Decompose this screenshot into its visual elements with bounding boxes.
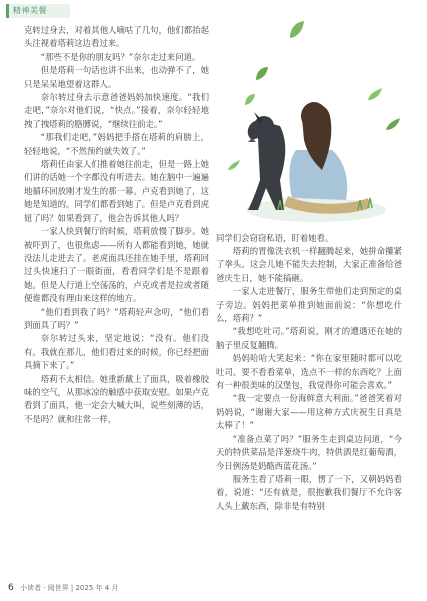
leaf-icon <box>288 20 306 40</box>
paragraph: 奈尔转过身去示意爸爸妈妈加快速度。“我们走吧，”奈尔对他们说，“快点。”接着，奈尔轻轻地拽了拽塔莉的胳膊说，“继续往前走。” <box>24 92 209 129</box>
paragraph: “我想吃吐司。”塔莉说，刚才的遭遇还在她的脑子里反复翻腾。 <box>216 326 402 350</box>
article-right-column-top <box>216 232 402 246</box>
paragraph: “准备点菜了吗？”服务生走到桌边问道，“今天的特供菜品是洋葱烧牛肉，特供酒是红葡萄酒，今日例汤是奶酪西蓝花汤。” <box>216 433 402 471</box>
paragraph: 奈尔转过头来，坚定地说：“没有。他们没有。我就在那儿，他们看过来的时候，你已经把面具摘下来了。” <box>24 333 209 371</box>
page-number: 6 <box>8 583 14 593</box>
paragraph: 服务生看了塔莉一眼，愣了一下，又朝妈妈看着，说道：“还有就是，很抱歉我们餐厅不允许客人头上戴东西，除非是有特别 <box>216 473 402 511</box>
paragraph: 但是塔莉一句话也讲不出来，也动弹不了，她只是呆呆地望着这群人。 <box>24 65 209 89</box>
girl-and-dog-illustration <box>218 60 414 228</box>
page-footer <box>8 583 118 593</box>
article-right-column <box>216 245 402 567</box>
paragraph: “我一定要点一份海鲜意大利面。”爸爸笑着对妈妈说，“谢谢大家——用这种方式庆祝生日真是太棒了！” <box>216 393 402 431</box>
paragraph: 塔莉任由家人们推着她往前走，但是一路上她们讲的话她一个字都没有听进去。她在脑中一遍遍地循环回放刚才发生的那一幕。卢克看到她了，这她是知道的。同学们都看到她了。但是卢克看到虎妞了吗？如果看到了，他会告诉其他人吗？ <box>24 159 209 223</box>
paragraph: 同学们会窃窃私语，盯着她看。 <box>216 233 334 243</box>
section-tag: 精神美餐 <box>6 4 70 18</box>
paragraph: 塔莉的胃像洗衣机一样翻腾起来，她拼命攥紧了拳头。这会儿她不能失去控制，大家正准备给爸爸庆生日，她不能搞砸。 <box>216 246 402 283</box>
article-left-column <box>24 24 209 569</box>
paragraph: “那些不是你的朋友吗？”奈尔走过来问道。 <box>40 51 201 62</box>
paragraph: 一家人快到餐厅的时候，塔莉放慢了脚步。她被吓到了，也很焦虑——所有人都能看到她，她就没法儿走进去了。老虎面具还挂在她手里，塔莉回过头快速扫了一眼街面，看看同学们是不是跟着她。但是人行道上空荡荡的，卢克或者是拉或者随便谁都没有理由来这样的地方。 <box>24 226 209 304</box>
paragraph: 妈妈哈哈大笑起来：“你在家里随时都可以吃吐司。要不看看菜单，选点不一样的东西吃？上面有一种很美味的汉堡包，我觉得你可能会喜欢。” <box>216 353 402 391</box>
magazine-issue: 小读者 · 阅世界 | 2025 年 4 月 <box>19 584 119 592</box>
paragraph: 塔莉不太相信。她重新戴上了面具，吸着橡胶味的空气，从那冰凉的触感中获取安慰。如果卢克看到了面具，他一定会大喊大叫，说些刻薄的话，不是吗？就和往常一样， <box>24 373 209 424</box>
paragraph: 克转过身去，对着其他人嘀咕了几句，他们都抬起头注视着塔莉这边看过来。 <box>24 25 209 49</box>
paragraph: 一家人走进餐厅，服务生带他们走到预定的桌子旁边。妈妈把菜单推到她面前说：“你想吃什么，塔莉？” <box>216 286 402 324</box>
paragraph: “他们看到我了吗？”塔莉轻声念叨，“他们看到面具了吗？” <box>24 306 209 330</box>
paragraph: “那我们走吧，”妈妈把手搭在塔莉的肩膀上，轻轻地说，“不然预约就失效了。” <box>24 132 209 156</box>
